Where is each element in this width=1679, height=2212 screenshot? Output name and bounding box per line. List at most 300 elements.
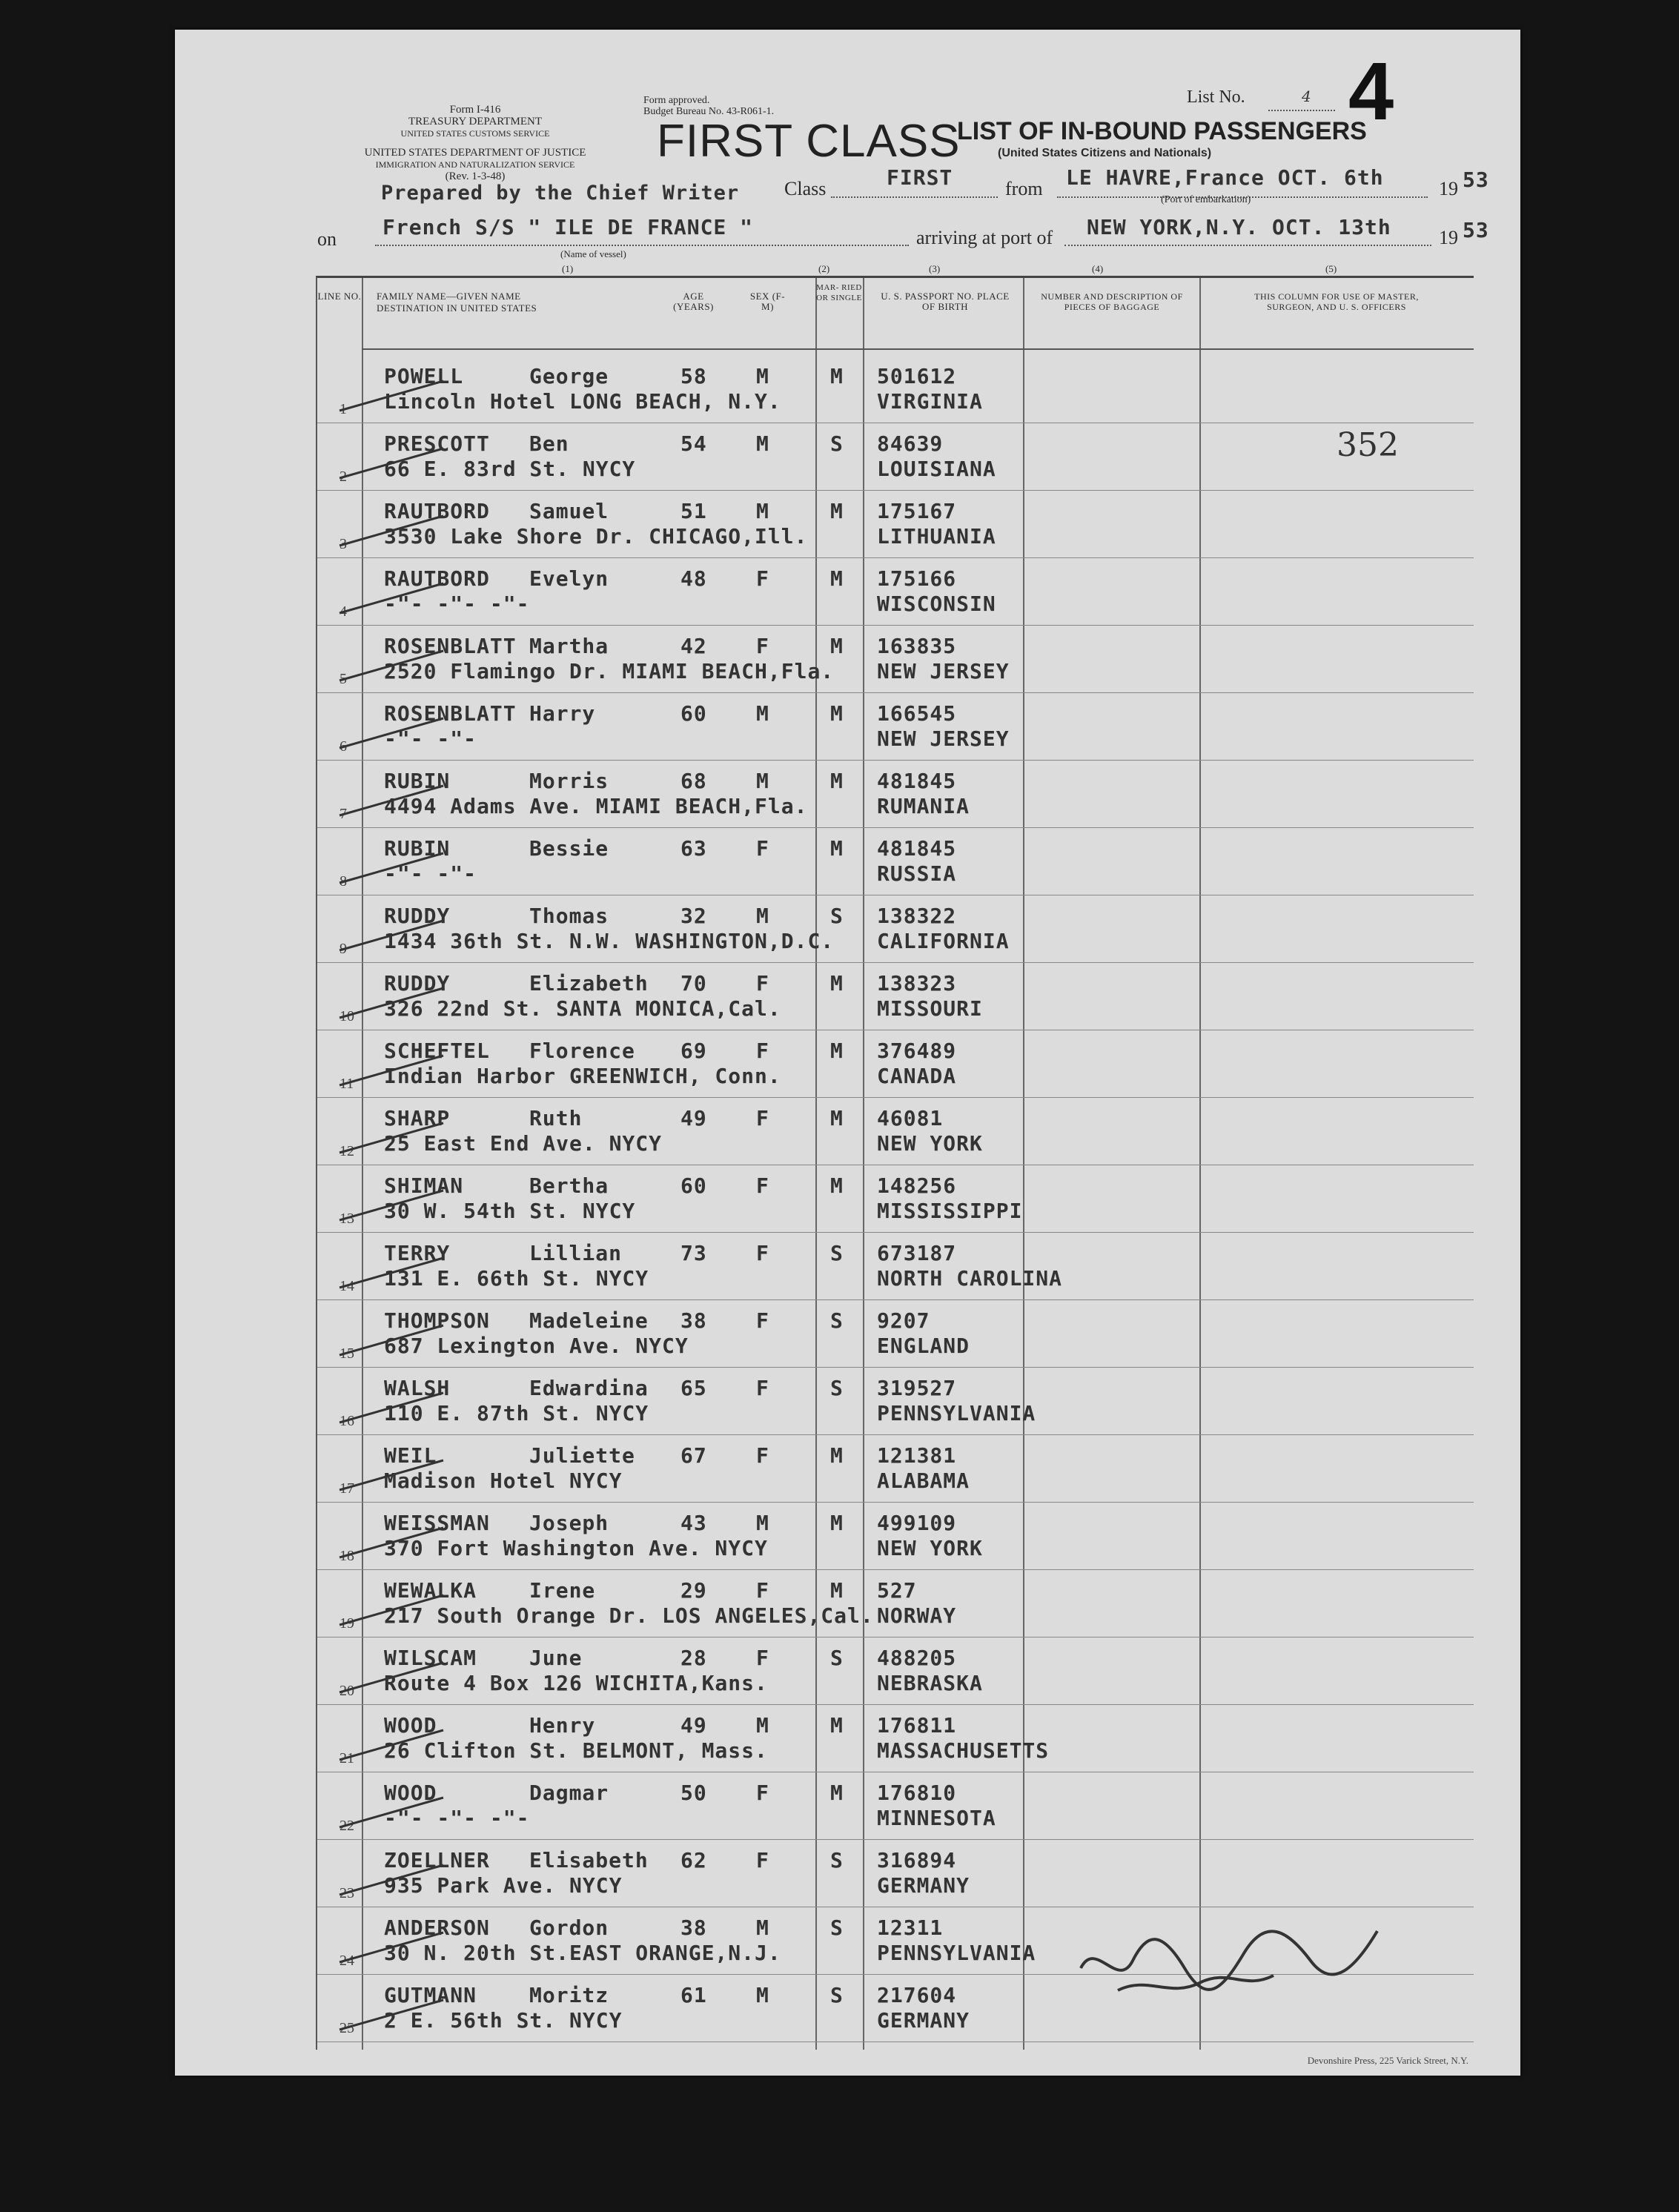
- sex: M: [756, 1713, 769, 1738]
- sex: M: [756, 364, 769, 388]
- destination: 66 E. 83rd St. NYCY: [384, 457, 636, 481]
- check-mark: [340, 1056, 443, 1085]
- budget-bureau: Budget Bureau No. 43-R061-1.: [643, 106, 775, 117]
- line-number: 14: [340, 1278, 354, 1294]
- given-name: Ruth: [529, 1106, 583, 1130]
- marital-status: M: [830, 1713, 844, 1738]
- family-name: ZOELLNER: [384, 1848, 490, 1872]
- sex: F: [756, 1376, 769, 1400]
- marital-status: M: [830, 1039, 844, 1063]
- destination: 2 E. 56th St. NYCY: [384, 2008, 623, 2033]
- family-name: POWELL: [384, 364, 464, 388]
- age: 32: [680, 904, 707, 928]
- list-subtitle: (United States Citizens and Nationals): [998, 147, 1212, 159]
- col-num-2: (2): [818, 263, 830, 274]
- family-name: GUTMANN: [384, 1983, 477, 2007]
- age: 50: [680, 1781, 707, 1805]
- place-of-birth: GERMANY: [877, 2008, 970, 2033]
- sex: F: [756, 1578, 769, 1603]
- sex: F: [756, 1443, 769, 1468]
- age: 60: [680, 701, 707, 726]
- family-name: ROSENBLATT: [384, 634, 517, 658]
- line-number: 7: [340, 806, 347, 822]
- sex: M: [756, 1983, 769, 2007]
- check-mark: [340, 988, 443, 1018]
- sex: M: [756, 1915, 769, 1940]
- vessel-name: French S/S " ILE DE FRANCE ": [383, 215, 754, 239]
- age: 58: [680, 364, 707, 388]
- sex: F: [756, 634, 769, 658]
- from-label: from: [1005, 178, 1043, 199]
- place-of-birth: RUMANIA: [877, 794, 970, 818]
- given-name: Thomas: [529, 904, 609, 928]
- passport-no: 481845: [877, 769, 957, 793]
- line-number: 15: [340, 1345, 354, 1362]
- treasury-dept: TREASURY DEPARTMENT: [408, 116, 543, 128]
- family-name: WALSH: [384, 1376, 451, 1400]
- col-header-age: AGE (YEARS): [673, 291, 714, 312]
- age: 54: [680, 431, 707, 456]
- marital-status: M: [830, 769, 844, 793]
- sex: M: [756, 769, 769, 793]
- prepared-by: Prepared by the Chief Writer: [381, 182, 740, 205]
- age: 38: [680, 1308, 707, 1333]
- from-field: [1057, 165, 1428, 198]
- family-name: RAUTBORD: [384, 566, 490, 591]
- embarkation-note: (Port of embarkation): [1161, 194, 1251, 205]
- destination: 687 Lexington Ave. NYCY: [384, 1334, 689, 1358]
- sex: F: [756, 971, 769, 996]
- destination: 935 Park Ave. NYCY: [384, 1873, 623, 1898]
- place-of-birth: GERMANY: [877, 1873, 970, 1898]
- passport-no: 138323: [877, 971, 957, 996]
- check-mark: [340, 1730, 443, 1760]
- place-of-birth: CALIFORNIA: [877, 929, 1010, 953]
- check-mark: [340, 1663, 443, 1692]
- check-mark: [340, 786, 443, 815]
- passport-no: 166545: [877, 701, 957, 726]
- approval-block: [643, 95, 774, 117]
- col-num-4: (4): [1092, 263, 1104, 274]
- passport-no: 12311: [877, 1915, 944, 1940]
- age: 48: [680, 566, 707, 591]
- given-name: Ben: [529, 431, 569, 456]
- age: 63: [680, 836, 707, 861]
- place-of-birth: LOUISIANA: [877, 457, 996, 481]
- passport-no: 163835: [877, 634, 957, 658]
- given-name: Bessie: [529, 836, 609, 861]
- passport-no: 175166: [877, 566, 957, 591]
- marital-status: S: [830, 431, 844, 456]
- justice-dept: UNITED STATES DEPARTMENT OF JUSTICE: [364, 147, 586, 159]
- line-number: 3: [340, 536, 347, 552]
- passenger-manifest-page: [175, 30, 1520, 2076]
- given-name: Madeleine: [529, 1308, 649, 1333]
- revision: (Rev. 1-3-48): [445, 170, 506, 182]
- marital-status: M: [830, 836, 844, 861]
- marital-status: M: [830, 1578, 844, 1603]
- check-mark: [340, 1595, 443, 1625]
- line-number: 17: [340, 1480, 354, 1497]
- officer-number: 352: [1337, 426, 1399, 464]
- given-name: Martha: [529, 634, 609, 658]
- col-header-officers: THIS COLUMN FOR USE OF MASTER, SURGEON, AND U. S. OFFICERS: [1254, 291, 1419, 312]
- list-no-label: List No.: [1187, 87, 1245, 107]
- given-name: George: [529, 364, 609, 388]
- passport-no: 376489: [877, 1039, 957, 1063]
- sex: M: [756, 431, 769, 456]
- line-number: 19: [340, 1615, 354, 1632]
- age: 43: [680, 1511, 707, 1535]
- list-title: LIST OF IN-BOUND PASSENGERS: [957, 117, 1367, 145]
- col-header-baggage: NUMBER AND DESCRIPTION OF PIECES OF BAGGAGE: [1041, 291, 1183, 312]
- marital-status: S: [830, 1376, 844, 1400]
- given-name: Henry: [529, 1713, 596, 1738]
- line-number: 6: [340, 738, 347, 755]
- passport-no: 316894: [877, 1848, 957, 1872]
- line-number: 13: [340, 1211, 354, 1227]
- age: 29: [680, 1578, 707, 1603]
- given-name: June: [529, 1646, 583, 1670]
- given-name: Florence: [529, 1039, 635, 1063]
- age: 42: [680, 634, 707, 658]
- age: 28: [680, 1646, 707, 1670]
- check-mark: [340, 1325, 443, 1355]
- col-header-name: FAMILY NAME—GIVEN NAME: [377, 291, 521, 302]
- family-name: RUBIN: [384, 769, 451, 793]
- destination: -"- -"-: [384, 726, 477, 751]
- check-mark: [340, 1258, 443, 1288]
- place-of-birth: CANADA: [877, 1064, 957, 1088]
- given-name: Juliette: [529, 1443, 635, 1468]
- place-of-birth: WISCONSIN: [877, 592, 996, 616]
- place-of-birth: NEW YORK: [877, 1131, 983, 1156]
- family-name: TERRY: [384, 1241, 451, 1265]
- sex: M: [756, 904, 769, 928]
- destination: 217 South Orange Dr. LOS ANGELES,Cal.: [384, 1603, 874, 1628]
- marital-status: M: [830, 634, 844, 658]
- given-name: Harry: [529, 701, 596, 726]
- arr-year-prefix: 19: [1439, 227, 1458, 248]
- check-mark: [340, 1191, 443, 1220]
- sex: M: [756, 499, 769, 523]
- family-name: RUDDY: [384, 904, 451, 928]
- destination: 4494 Adams Ave. MIAMI BEACH,Fla.: [384, 794, 808, 818]
- arriving-field: [1064, 215, 1431, 246]
- family-name: SHIMAN: [384, 1173, 464, 1198]
- passport-no: 175167: [877, 499, 957, 523]
- destination: 131 E. 66th St. NYCY: [384, 1266, 649, 1291]
- col-header-married: MAR- RIED OR SINGLE: [816, 283, 862, 302]
- family-name: WOOD: [384, 1781, 437, 1805]
- marital-status: M: [830, 499, 844, 523]
- list-no-big: 4: [1348, 46, 1394, 137]
- given-name: Edwardina: [529, 1376, 649, 1400]
- age: 60: [680, 1173, 707, 1198]
- family-name: SCHEFTEL: [384, 1039, 490, 1063]
- line-number: 12: [340, 1143, 354, 1159]
- marital-status: M: [830, 566, 844, 591]
- vessel-note: (Name of vessel): [560, 248, 626, 259]
- sex: F: [756, 1173, 769, 1198]
- check-mark: [340, 1123, 443, 1153]
- destination: -"- -"- -"-: [384, 592, 530, 616]
- check-mark: [340, 1865, 443, 1895]
- class-value: FIRST: [887, 165, 953, 190]
- passport-no: 481845: [877, 836, 957, 861]
- sex: F: [756, 1848, 769, 1872]
- arriving-label: arriving at port of: [916, 227, 1053, 248]
- line-number: 25: [340, 2020, 354, 2036]
- passport-no: 673187: [877, 1241, 957, 1265]
- marital-status: M: [830, 1106, 844, 1130]
- line-number: 11: [340, 1076, 354, 1092]
- marital-status: S: [830, 1241, 844, 1265]
- destination: 30 N. 20th St.EAST ORANGE,N.J.: [384, 1941, 781, 1965]
- family-name: WILSCAM: [384, 1646, 477, 1670]
- line-number: 23: [340, 1885, 354, 1901]
- sex: F: [756, 1308, 769, 1333]
- first-class-stamp: FIRST CLASS: [657, 116, 961, 167]
- check-mark: [340, 1933, 443, 1962]
- destination: 3530 Lake Shore Dr. CHICAGO,Ill.: [384, 524, 808, 549]
- marital-status: S: [830, 1646, 844, 1670]
- age: 51: [680, 499, 707, 523]
- destination: 370 Fort Washington Ave. NYCY: [384, 1536, 768, 1560]
- sex: F: [756, 1241, 769, 1265]
- family-name: ANDERSON: [384, 1915, 490, 1940]
- place-of-birth: PENNSYLVANIA: [877, 1941, 1036, 1965]
- check-mark: [340, 1460, 443, 1490]
- destination: Madison Hotel NYCY: [384, 1468, 623, 1493]
- destination: 1434 36th St. N.W. WASHINGTON,D.C.: [384, 929, 835, 953]
- marital-status: M: [830, 1173, 844, 1198]
- family-name: WOOD: [384, 1713, 437, 1738]
- printer-footer: Devonshire Press, 225 Varick Street, N.Y.: [1307, 2055, 1468, 2066]
- given-name: Irene: [529, 1578, 596, 1603]
- from-value: LE HAVRE,France OCT. 6th: [1066, 165, 1384, 190]
- family-name: WEIL: [384, 1443, 437, 1468]
- passport-no: 488205: [877, 1646, 957, 1670]
- age: 73: [680, 1241, 707, 1265]
- sex: F: [756, 1781, 769, 1805]
- place-of-birth: NEBRASKA: [877, 1671, 983, 1695]
- marital-status: M: [830, 1781, 844, 1805]
- line-number: 8: [340, 873, 347, 890]
- passport-no: 9207: [877, 1308, 930, 1333]
- family-name: THOMPSON: [384, 1308, 490, 1333]
- given-name: Dagmar: [529, 1781, 609, 1805]
- check-mark: [340, 921, 443, 950]
- line-number: 9: [340, 941, 347, 957]
- family-name: WEWALKA: [384, 1578, 477, 1603]
- check-mark: [340, 1798, 443, 1827]
- sex: F: [756, 836, 769, 861]
- given-name: Joseph: [529, 1511, 609, 1535]
- given-name: Bertha: [529, 1173, 609, 1198]
- passport-no: 84639: [877, 431, 944, 456]
- age: 68: [680, 769, 707, 793]
- given-name: Moritz: [529, 1983, 609, 2007]
- family-name: RAUTBORD: [384, 499, 490, 523]
- check-marks: [317, 278, 1474, 2050]
- line-number: 2: [340, 468, 347, 485]
- vessel-field: [375, 215, 909, 246]
- passport-no: 121381: [877, 1443, 957, 1468]
- from-year-prefix: 19: [1439, 178, 1458, 199]
- destination: -"- -"-: [384, 861, 477, 886]
- place-of-birth: NEW JERSEY: [877, 659, 1010, 683]
- place-of-birth: MISSISSIPPI: [877, 1199, 1023, 1223]
- place-of-birth: MINNESOTA: [877, 1806, 996, 1830]
- age: 38: [680, 1915, 707, 1940]
- destination: 326 22nd St. SANTA MONICA,Cal.: [384, 996, 781, 1021]
- sex: M: [756, 1511, 769, 1535]
- col-header-line-no: LINE NO.: [317, 291, 362, 302]
- marital-status: S: [830, 1848, 844, 1872]
- ins-service: IMMIGRATION AND NATURALIZATION SERVICE: [375, 159, 575, 170]
- check-mark: [340, 718, 443, 748]
- destination: -"- -"- -"-: [384, 1806, 530, 1830]
- given-name: Evelyn: [529, 566, 609, 591]
- list-no-field: [1268, 87, 1335, 111]
- from-year: 53: [1463, 168, 1489, 192]
- customs-service: UNITED STATES CUSTOMS SERVICE: [400, 128, 550, 139]
- marital-status: M: [830, 364, 844, 388]
- place-of-birth: ENGLAND: [877, 1334, 970, 1358]
- line-number: 16: [340, 1413, 354, 1429]
- destination: 2520 Flamingo Dr. MIAMI BEACH,Fla.: [384, 659, 835, 683]
- col-num-1: (1): [562, 263, 574, 274]
- check-mark: [340, 1528, 443, 1557]
- passport-no: 46081: [877, 1106, 944, 1130]
- col-header-sex: SEX (F-M): [749, 291, 786, 312]
- line-number: 10: [340, 1008, 354, 1024]
- given-name: Morris: [529, 769, 609, 793]
- given-name: Lillian: [529, 1241, 623, 1265]
- line-number: 18: [340, 1548, 354, 1564]
- place-of-birth: NORWAY: [877, 1603, 957, 1628]
- col-num-5: (5): [1325, 263, 1337, 274]
- passenger-table: [316, 276, 1474, 2050]
- given-name: Samuel: [529, 499, 609, 523]
- form-issuer-block: [364, 104, 586, 182]
- marital-status: M: [830, 971, 844, 996]
- marital-status: M: [830, 701, 844, 726]
- sex: F: [756, 566, 769, 591]
- place-of-birth: LITHUANIA: [877, 524, 996, 549]
- age: 62: [680, 1848, 707, 1872]
- on-label: on: [317, 228, 337, 250]
- marital-status: M: [830, 1443, 844, 1468]
- passport-no: 138322: [877, 904, 957, 928]
- passport-no: 499109: [877, 1511, 957, 1535]
- destination: Route 4 Box 126 WICHITA,Kans.: [384, 1671, 768, 1695]
- class-field: [831, 165, 998, 198]
- class-label: Class: [784, 178, 827, 199]
- destination: 110 E. 87th St. NYCY: [384, 1401, 649, 1425]
- given-name: Elizabeth: [529, 971, 649, 996]
- family-name: WEISSMAN: [384, 1511, 490, 1535]
- check-mark: [340, 651, 443, 681]
- destination: 30 W. 54th St. NYCY: [384, 1199, 636, 1223]
- destination: Indian Harbor GREENWICH, Conn.: [384, 1064, 781, 1088]
- passport-no: 176810: [877, 1781, 957, 1805]
- place-of-birth: PENNSYLVANIA: [877, 1401, 1036, 1425]
- check-mark: [340, 516, 443, 546]
- age: 49: [680, 1713, 707, 1738]
- place-of-birth: MASSACHUSETTS: [877, 1738, 1050, 1763]
- place-of-birth: NORTH CAROLINA: [877, 1266, 1063, 1291]
- line-number: 4: [340, 603, 347, 620]
- marital-status: S: [830, 1308, 844, 1333]
- check-mark: [340, 583, 443, 613]
- passport-no: 319527: [877, 1376, 957, 1400]
- sex: M: [756, 701, 769, 726]
- passport-no: 217604: [877, 1983, 957, 2007]
- check-mark: [340, 853, 443, 883]
- place-of-birth: RUSSIA: [877, 861, 957, 886]
- marital-status: M: [830, 1511, 844, 1535]
- family-name: RUDDY: [384, 971, 451, 996]
- form-approved: Form approved.: [643, 95, 710, 106]
- sex: F: [756, 1646, 769, 1670]
- sex: F: [756, 1039, 769, 1063]
- place-of-birth: VIRGINIA: [877, 389, 983, 414]
- place-of-birth: MISSOURI: [877, 996, 983, 1021]
- check-mark: [340, 381, 443, 411]
- marital-status: S: [830, 1915, 844, 1940]
- destination: 26 Clifton St. BELMONT, Mass.: [384, 1738, 768, 1763]
- given-name: Elisabeth: [529, 1848, 649, 1872]
- line-number: 5: [340, 671, 347, 687]
- sex: F: [756, 1106, 769, 1130]
- list-no-handwritten: 4: [1302, 87, 1311, 105]
- check-mark: [340, 2000, 443, 2030]
- passport-no: 176811: [877, 1713, 957, 1738]
- destination: 25 East End Ave. NYCY: [384, 1131, 663, 1156]
- line-number: 1: [340, 401, 347, 417]
- age: 69: [680, 1039, 707, 1063]
- line-number: 20: [340, 1683, 354, 1699]
- family-name: PRESCOTT: [384, 431, 490, 456]
- given-name: Gordon: [529, 1915, 609, 1940]
- age: 61: [680, 1983, 707, 2007]
- family-name: SHARP: [384, 1106, 451, 1130]
- marital-status: S: [830, 904, 844, 928]
- place-of-birth: NEW YORK: [877, 1536, 983, 1560]
- passport-no: 527: [877, 1578, 917, 1603]
- check-mark: [340, 1393, 443, 1423]
- family-name: ROSENBLATT: [384, 701, 517, 726]
- line-number: 24: [340, 1953, 354, 1969]
- marital-status: S: [830, 1983, 844, 2007]
- arriving-value: NEW YORK,N.Y. OCT. 13th: [1087, 215, 1391, 239]
- place-of-birth: ALABAMA: [877, 1468, 970, 1493]
- col-header-destination: DESTINATION IN UNITED STATES: [377, 302, 537, 314]
- age: 49: [680, 1106, 707, 1130]
- passport-no: 148256: [877, 1173, 957, 1198]
- family-name: RUBIN: [384, 836, 451, 861]
- line-number: 21: [340, 1750, 354, 1766]
- place-of-birth: NEW JERSEY: [877, 726, 1010, 751]
- passport-no: 501612: [877, 364, 957, 388]
- col-num-3: (3): [929, 263, 941, 274]
- age: 65: [680, 1376, 707, 1400]
- age: 70: [680, 971, 707, 996]
- arr-year: 53: [1463, 218, 1489, 242]
- age: 67: [680, 1443, 707, 1468]
